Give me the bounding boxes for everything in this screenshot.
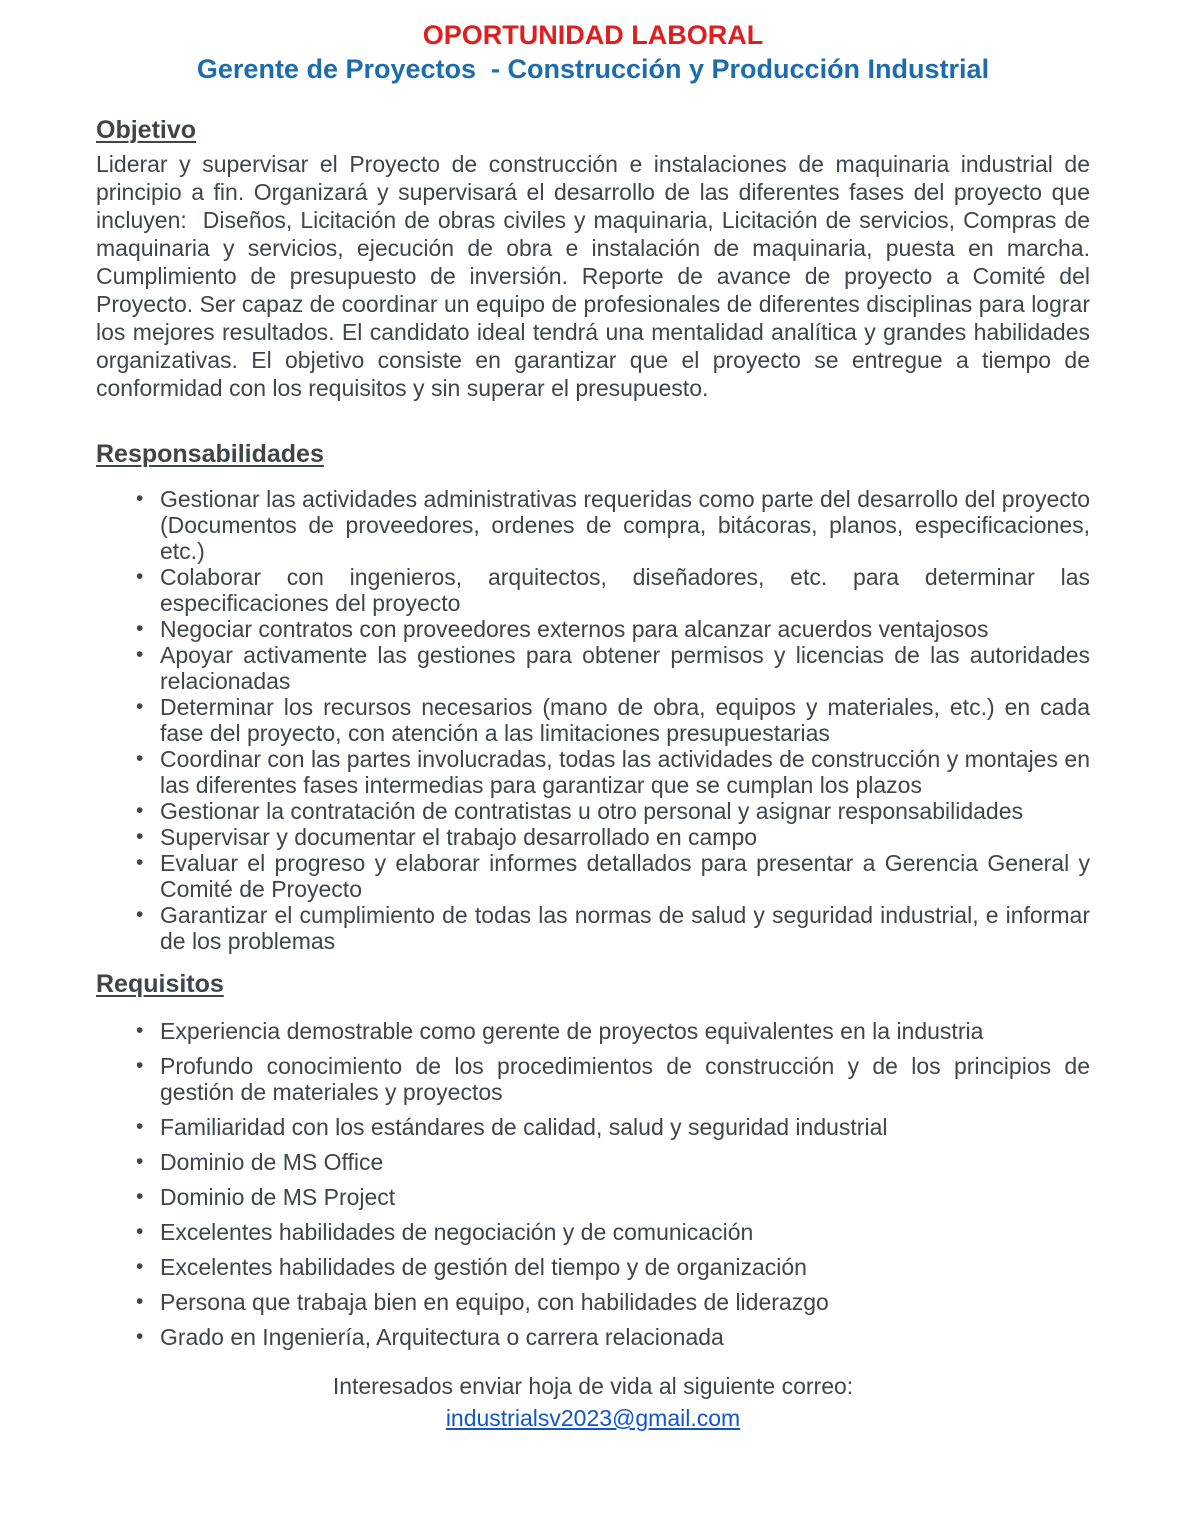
responsibility-item: • Supervisar y documentar el trabajo desarrollado en campo bbox=[160, 824, 1090, 850]
responsibility-item: • Determinar los recursos necesarios (mano de obra, equipos y materiales, etc.) en cada fase del proyecto, con atención a las limitaciones presupuestarias bbox=[160, 694, 1090, 746]
requirement-item: • Dominio de MS Project bbox=[160, 1184, 1090, 1210]
contact-email-link[interactable]: industrialsv2023@gmail.com bbox=[445, 1405, 741, 1431]
responsibility-item: • Garantizar el cumplimiento de todas las normas de salud y seguridad industrial, e informar de los problemas bbox=[160, 902, 1090, 954]
requirement-item: • Excelentes habilidades de negociación y de comunicación bbox=[160, 1219, 1090, 1245]
requirement-item: • Dominio de MS Office bbox=[160, 1149, 1090, 1175]
responsabilidades-list bbox=[96, 486, 1090, 954]
requisitos-list bbox=[96, 1018, 1090, 1350]
requirement-item: • Experiencia demostrable como gerente de proyectos equivalentes en la industria bbox=[160, 1018, 1090, 1044]
document-title: OPORTUNIDAD LABORAL bbox=[422, 20, 764, 50]
responsibility-item: • Gestionar las actividades administrativas requeridas como parte del desarrollo del proyecto (Documentos de proveedores, ordenes de compra, bitácoras, planos, especificaciones, etc.) bbox=[160, 486, 1090, 564]
section-requisitos bbox=[96, 970, 1090, 1350]
contact-instruction: Interesados enviar hoja de vida al siguiente correo: bbox=[332, 1373, 854, 1399]
responsibility-item: • Negociar contratos con proveedores externos para alcanzar acuerdos ventajosos bbox=[160, 616, 1090, 642]
responsibility-item: • Gestionar la contratación de contratistas u otro personal y asignar responsabilidades bbox=[160, 798, 1090, 824]
requisitos-heading: Requisitos bbox=[96, 970, 224, 998]
section-responsabilidades bbox=[96, 440, 1090, 954]
responsabilidades-heading: Responsabilidades bbox=[96, 440, 324, 468]
responsibility-item: • Apoyar activamente las gestiones para obtener permisos y licencias de las autoridades relacionadas bbox=[160, 642, 1090, 694]
requirement-item: • Grado en Ingeniería, Arquitectura o carrera relacionada bbox=[160, 1324, 1090, 1350]
section-objetivo bbox=[96, 116, 1097, 402]
responsibility-item: • Evaluar el progreso y elaborar informes detallados para presentar a Gerencia General y Comité de Proyecto bbox=[160, 850, 1090, 902]
document-subtitle: Gerente de Proyectos - Construcción y Producción Industrial bbox=[196, 54, 990, 84]
document-footer bbox=[96, 1372, 1090, 1432]
requirement-item: • Familiaridad con los estándares de calidad, salud y seguridad industrial bbox=[160, 1114, 1090, 1140]
requirement-item: • Persona que trabaja bien en equipo, con habilidades de liderazgo bbox=[160, 1289, 1090, 1315]
objetivo-heading: Objetivo bbox=[96, 116, 197, 144]
responsibility-item: • Coordinar con las partes involucradas, todas las actividades de construcción y montajes en las diferentes fases intermedias para garantizar que se cumplan los plazos bbox=[160, 746, 1090, 798]
objetivo-paragraph: Liderar y supervisar el Proyecto de construcción e instalaciones de maquinaria industrial de principio a fin. Organizará y supervisará el desarrollo de las diferentes fases del proyecto que incluyen: Diseños, Licitación de obras civiles y maquinaria, Licitación de servicios, Compras de maquinaria y servicios, ejecución de obra e instalación de maquinaria, puesta en marcha. Cumplimiento de presupuesto de inversión. Reporte de avance de proyecto a Comité del Proyecto. Ser capaz de coordinar un equipo de profesionales de diferentes disciplinas para lograr los mejores resultados. El candidato ideal tendrá una mentalidad analítica y grandes habilidades organizativas. El objetivo consiste en garantizar que el proyecto se entregue a tiempo de conformidad con los requisitos y sin superar el presupuesto. bbox=[96, 151, 1097, 401]
requirement-item: • Excelentes habilidades de gestión del tiempo y de organización bbox=[160, 1254, 1090, 1280]
requirement-item: • Profundo conocimiento de los procedimientos de construcción y de los principios de gestión de materiales y proyectos bbox=[160, 1053, 1090, 1105]
responsibility-item: • Colaborar con ingenieros, arquitectos, diseñadores, etc. para determinar las especificaciones del proyecto bbox=[160, 564, 1090, 616]
